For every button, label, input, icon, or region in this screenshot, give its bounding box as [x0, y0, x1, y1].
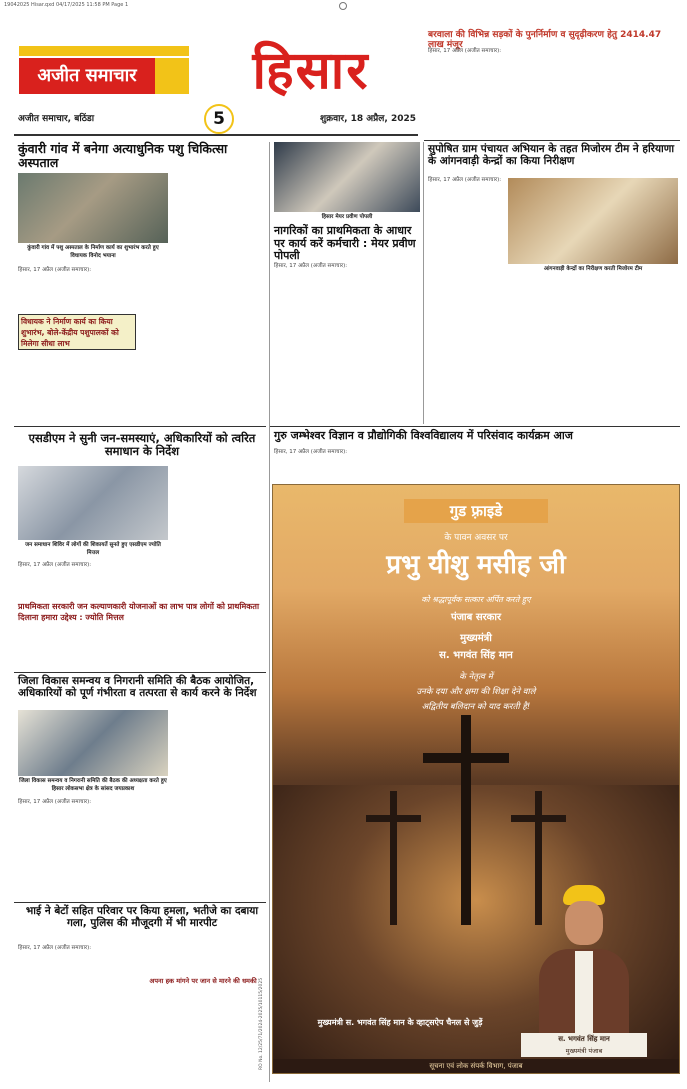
hospital-caption: कुंवारी गांव में पशु अस्पताल के निर्माण कार्य का शुभारंभ करते हुए विधायक विनोद भयाना: [27, 245, 159, 259]
attack-dateline: हिसार, 17 अप्रैल (अजीत समाचार):: [18, 945, 92, 951]
registration-mark: [339, 2, 347, 10]
mayor-body: [274, 262, 420, 422]
masthead-stripe: [19, 46, 189, 56]
masthead-brand: अजीत समाचार: [19, 58, 155, 94]
hospital-body-right: [172, 173, 266, 269]
advert-line3: अद्वितीय बलिदान को याद करती है!: [421, 702, 531, 712]
adm-dateline: हिसार, 17 अप्रैल (अजीत समाचार):: [18, 562, 92, 568]
hospital-headline: कुंवारी गांव में बनेगा अत्याधुनिक पशु चिकित्सा अस्पताल: [18, 141, 228, 171]
issue-date: शुक्रवार, 18 अप्रैल, 2025: [320, 114, 416, 124]
anganwadi-dateline: हिसार, 17 अप्रैल (अजीत समाचार):: [428, 177, 502, 183]
adm-body-right: [172, 466, 266, 596]
print-info: 19042025 Hisar.qxd 04/17/2025 11:58 PM Page 1: [4, 2, 129, 8]
masthead-rule: [14, 134, 418, 136]
attack-subhead: अपना हक मांगने पर जान से मारने की धमकी: [149, 977, 257, 985]
advert-tribute: को श्रद्धापूर्वक सत्कार अर्पित करते हुए: [421, 595, 531, 604]
city-title: हिसार: [252, 41, 370, 101]
roads-dateline: हिसार, 17 अप्रैल (अजीत समाचार):: [428, 48, 502, 54]
adm-rule: [14, 426, 266, 427]
face-shape: [565, 901, 603, 945]
roads-headline: बरवाला की विभिन्न सड़कों के पुनर्निर्माण व सुदृढ़ीकरण हेतु 2414.47 लाख मंजूर: [428, 30, 662, 51]
attack-rule: [14, 902, 266, 903]
advert-cm-name: स. भगवंत सिंह मान: [521, 1033, 647, 1046]
adm-caption: जन समाधान शिविर में लोगों की शिकायतें सुनते हुए एसडीएम ज्योति मित्तल: [25, 542, 161, 556]
district-headline: जिला विकास समन्वय व निगरानी समिति की बैठक आयोजित, अधिकारियों को पूर्ण गंभीरता व तत्परता से कार्य करने के निर्देश: [18, 675, 257, 700]
advert-follow: मुख्यमंत्री स. भगवंत सिंह मान के व्हाट्सऐप चैनल से जुड़ें: [317, 1018, 483, 1027]
anganwadi-headline: सुपोषित ग्राम पंचायत अभियान के तहत मिजोरम टीम ने हरियाणा के आंगनवाड़ी केन्द्रों का किया निरीक्षण: [428, 143, 675, 168]
attack-body-lower: [18, 988, 266, 1074]
hospital-body: [18, 266, 266, 312]
advert-main: प्रभु यीशु मसीह जी: [386, 550, 566, 580]
hospital-body-lower: [18, 352, 266, 422]
adm-subhead: प्राथमिकता सरकारी जन कल्याणकारी योजनाओं का लाभ पात्र लोगों को प्राथमिकता दिलाना हमारा उद्देश्य : ज्योति मित्तल: [18, 602, 260, 622]
left-cross-bar: [366, 815, 421, 822]
university-body: [274, 448, 678, 482]
hospital-subhead: विधायक ने निर्माण कार्य का किया शुभारंभ, बोले-केंद्रीय पशुपालकों को मिलेगा सीधा लाभ: [18, 314, 136, 350]
left-cross-icon: [390, 791, 397, 925]
kurta-shape: [575, 951, 593, 1035]
edition-name: अजीत समाचार, बठिंडा: [18, 114, 95, 124]
district-photo: [18, 710, 168, 776]
center-cross-icon: [461, 715, 471, 925]
attack-body: [18, 944, 266, 974]
advert-footer: सूचना एवं लोक संपर्क विभाग, पंजाब: [273, 1059, 679, 1073]
mayor-dateline: हिसार, 17 अप्रैल (अजीत समाचार):: [274, 263, 348, 269]
attack-headline: भाई ने बेटों सहित परिवार पर किया हमला, भतीजे का दबाया गला, पुलिस की मौजूदगी में भी मारपीट: [25, 905, 259, 930]
advert-title: गुड फ़्राइडे: [404, 499, 548, 523]
adm-body-lower: [18, 625, 266, 669]
university-headline: गुरु जम्भेश्वर विज्ञान व प्रौद्योगिकी विश्वविद्यालय में परिसंवाद कार्यक्रम आज: [274, 429, 573, 442]
roads-body: [428, 47, 676, 135]
advert-sponsor1: पंजाब सरकार: [450, 612, 502, 623]
advert-subtitle: के पावन अवसर पर: [444, 533, 508, 543]
anganwadi-caption: आंगनवाड़ी केन्द्रों का निरीक्षण करती मिजोरम टीम: [543, 266, 643, 272]
anganwadi-body: [428, 276, 678, 422]
right-cross-bar: [511, 815, 566, 822]
hospital-dateline: हिसार, 17 अप्रैल (अजीत समाचार):: [18, 267, 92, 273]
page-number: 5: [204, 104, 234, 134]
district-caption: जिला विकास समन्वय व निगरानी समिति की बैठक की अध्यक्षता करते हुए हिसार लोकसभा क्षेत्र के सांसद जयप्रकाश: [19, 778, 167, 792]
advert-sponsor2: मुख्यमंत्री: [460, 633, 492, 644]
adm-photo: [18, 466, 168, 540]
advert-line1: के नेतृत्व में: [459, 672, 493, 682]
mayor-caption: हिसार मेयर प्रवीण पोपली: [321, 214, 373, 220]
masthead-corner: [155, 58, 189, 94]
adm-body: [18, 561, 168, 599]
university-dateline: हिसार, 17 अप्रैल (अजीत समाचार):: [274, 449, 348, 455]
column-rule-left: [269, 142, 270, 1082]
advert-sponsor3: स. भगवंत सिंह मान: [439, 650, 513, 661]
anganwadi-photo: [508, 178, 678, 264]
hospital-photo: [18, 173, 168, 243]
advert-release-code: RO No. 12/25/71/2024-2025/10115/2025: [259, 977, 264, 1070]
district-body: [18, 798, 168, 900]
center-cross-bar: [423, 753, 509, 763]
roads-rule: [424, 140, 680, 141]
district-body-right: [172, 710, 266, 900]
district-rule: [14, 672, 266, 673]
good-friday-advert: [272, 484, 680, 1074]
mayor-headline: नागरिकों का प्राथमिकता के आधार पर कार्य करें कर्मचारी : मेयर प्रवीण पोपली: [274, 224, 416, 263]
mayor-photo: [274, 142, 420, 212]
district-dateline: हिसार, 17 अप्रैल (अजीत समाचार):: [18, 799, 92, 805]
advert-line2: उनके दया और क्षमा की शिक्षा देने वाले: [416, 687, 536, 697]
masthead: [19, 42, 189, 94]
anganwadi-body-left: [428, 176, 506, 272]
cm-portrait: [525, 879, 643, 1035]
column-rule-right: [423, 142, 424, 424]
advert-cm-title: मुख्यमंत्री पंजाब: [521, 1046, 647, 1057]
adm-headline: एसडीएम ने सुनी जन-समस्याएं, अधिकारियों को त्वरित समाधान के निर्देश: [28, 431, 256, 459]
university-rule: [270, 426, 680, 427]
